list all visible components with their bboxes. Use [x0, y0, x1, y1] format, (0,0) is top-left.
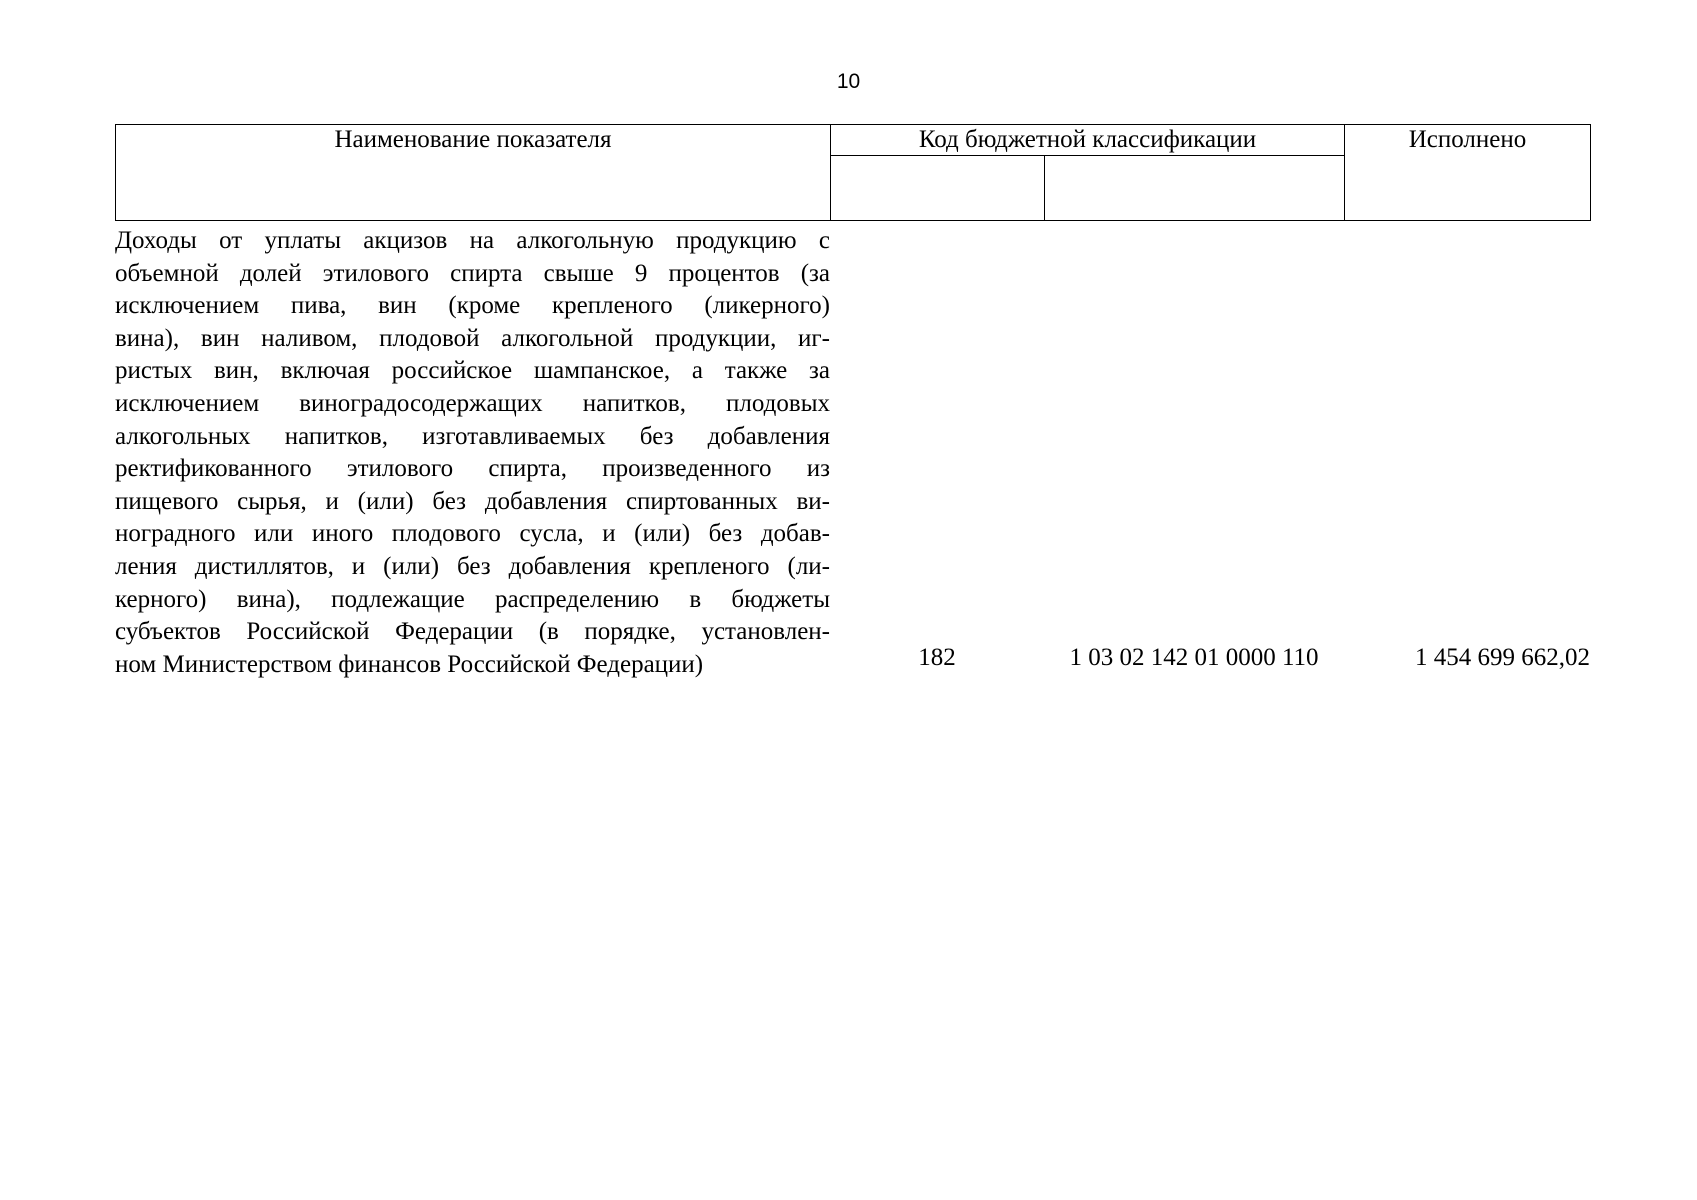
kbk-code: 1 03 02 142 01 0000 110 [1069, 644, 1319, 671]
description-line: исключением пива, вин (кроме крепленого (ликерного) [115, 292, 830, 320]
page-number: 10 [836, 70, 861, 93]
description-line: исключением виноградосодержащих напитков, плодовых [115, 389, 830, 417]
description-line: керного) вина), подлежащие распределению в бюджеты [115, 585, 830, 613]
header-kbk-label: Код бюджетной классификации [918, 126, 1257, 153]
description-line: субъектов Российской Федерации (в порядке, установлен- [115, 618, 830, 646]
description-line: объемной долей этилового спирта свыше 9 процентов (за [115, 259, 830, 287]
description-line: ном Министерством финансов Российской Федерации) [115, 650, 704, 678]
header-admin-subcell [831, 156, 1045, 221]
description-line: ноградного или иного плодового сусла, и (или) без добав- [115, 520, 830, 548]
description-line: алкогольных напитков, изготавливаемых без добавления [115, 422, 830, 450]
header-name-cell [116, 125, 831, 221]
header-kbk-subcell [1045, 156, 1345, 221]
executed-amount: 1 454 699 662,02 [1415, 644, 1590, 671]
description-line: ления дистиллятов, и (или) без добавления крепленого (ли- [115, 552, 830, 580]
description-line: вина), вин наливом, плодовой алкогольной продукции, иг- [115, 324, 830, 352]
description-line: ректификованного этилового спирта, произведенного из [115, 455, 830, 483]
table-header [115, 124, 1591, 221]
header-done-cell [1345, 125, 1591, 221]
row-description [115, 225, 830, 681]
description-line: ристых вин, включая российское шампанское, а также за [115, 357, 830, 385]
header-name-label: Наименование показателя [334, 126, 612, 153]
description-line: пищевого сырья, и (или) без добавления спиртованных ви- [115, 487, 830, 515]
description-line: Доходы от уплаты акцизов на алкогольную продукцию с [115, 227, 830, 254]
header-kbk-cell [831, 125, 1345, 156]
admin-code: 182 [918, 644, 956, 671]
header-done-label: Исполнено [1408, 126, 1527, 153]
